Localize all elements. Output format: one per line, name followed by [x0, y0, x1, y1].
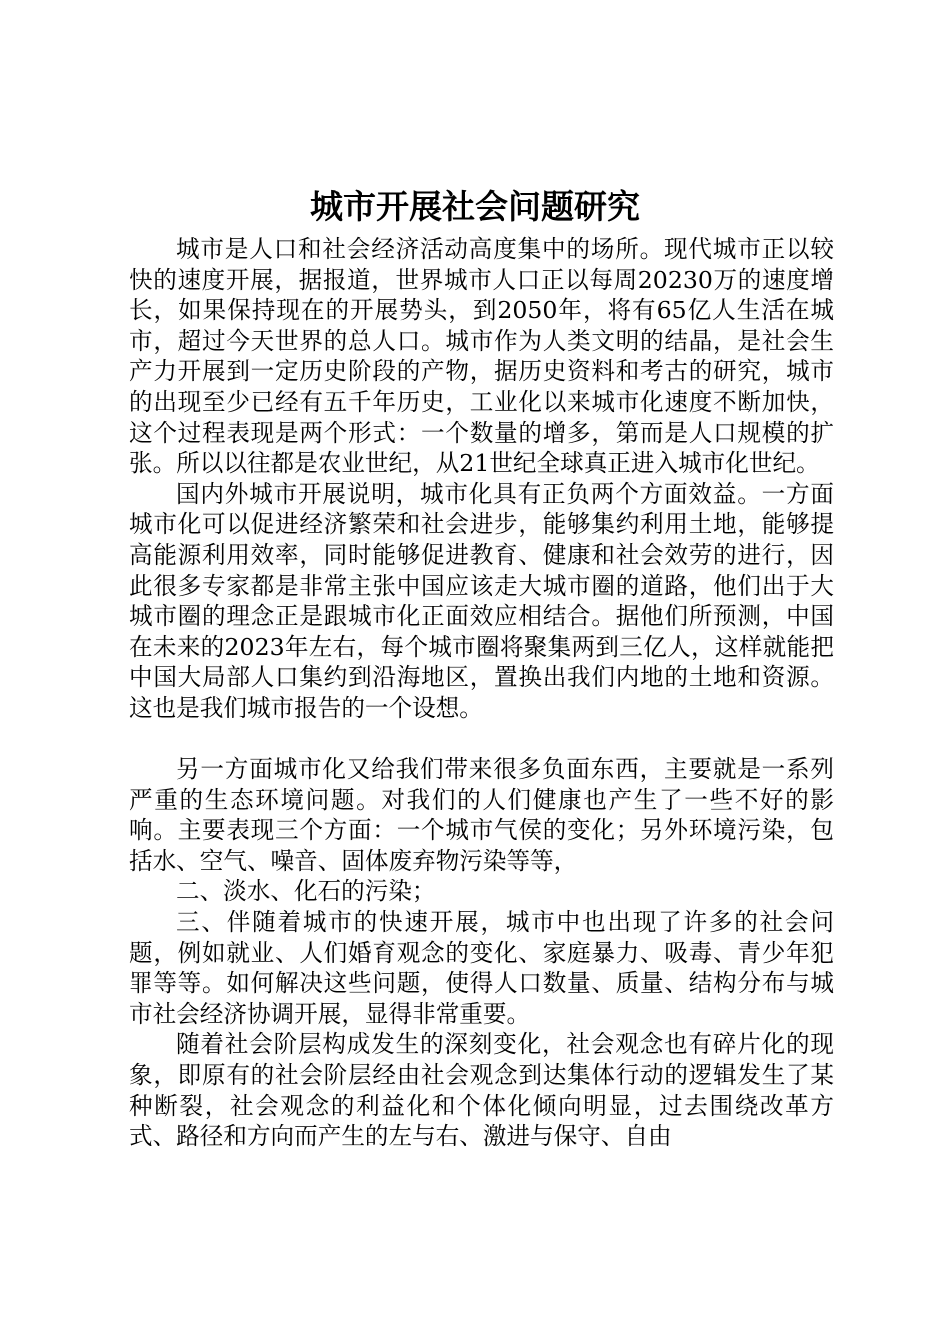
paragraph-positive-effects: 国内外城市开展说明，城市化具有正负两个方面效益。一方面城市化可以促进经济繁荣和社会进步，能够集约利用土地，能够提高能源利用效率，同时能够促进教育、健康和社会效劳的进行，因此很多专家都是非常主张中国应该走大城市圈的道路，他们出于大城市圈的理念正是跟城市化正面效应相结合。据他们所预测，中国在未来的2023年左右，每个城市圈将聚集两到三亿人，这样就能把中国大局部人口集约到沿海地区，置换出我们内地的土地和资源。这也是我们城市报告的一个设想。 — [129, 479, 834, 722]
document-body — [129, 234, 834, 1152]
paragraph-negative-effects: 另一方面城市化又给我们带来很多负面东西，主要就是一系列严重的生态环境问题。对我们的人们健康也产生了一些不好的影响。主要表现三个方面：一个城市气侯的变化；另外环境污染，包括水、空气、噪音、固体废弃物污染等等， — [129, 755, 834, 875]
paragraph-social-stratification: 随着社会阶层构成发生的深刻变化，社会观念也有碎片化的现象，即原有的社会阶层经由社会观念到达集体行动的逻辑发生了某种断裂，社会观念的利益化和个体化倾向明显，过去围绕改革方式、路径和方向而产生的左与右、激进与保守、自由 — [129, 1030, 834, 1151]
document-title: 城市开展社会问题研究 — [310, 187, 640, 226]
paragraph-item-three: 三、伴随着城市的快速开展，城市中也出现了许多的社会问题，例如就业、人们婚育观念的变化、家庭暴力、吸毒、青少年犯罪等等。如何解决这些问题，使得人口数量、质量、结构分布与城市社会经济协调开展，显得非常重要。 — [129, 908, 834, 1028]
paragraph-item-two: 二、淡水、化石的污染； — [176, 877, 436, 906]
paragraph-urbanization-overview: 城市是人口和社会经济活动高度集中的场所。现代城市正以较快的速度开展，据报道，世界城市人口正以每周20230万的速度增长，如果保持现在的开展势头，到2050年，将有65亿人生活在城市，超过今天世界的总人口。城市作为人类文明的结晶，是社会生产力开展到一定历史阶段的产物，据历史资料和考古的研究，城市的出现至少已经有五千年历史，工业化以来城市化速度不断加快，这个过程表现是两个形式：一个数量的增多，第而是人口规模的扩张。所以以往都是农业世纪，从21世纪全球真正进入城市化世纪。 — [129, 235, 834, 478]
